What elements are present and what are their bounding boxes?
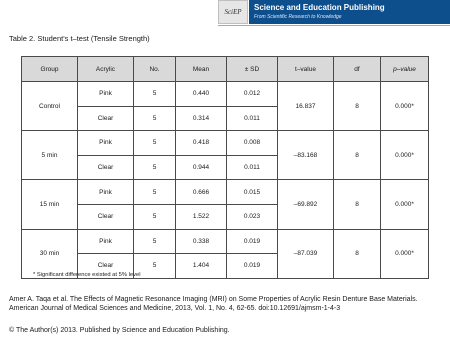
group-cell: 5 min xyxy=(22,131,78,180)
header-sd: ± SD xyxy=(227,57,278,82)
p-value-cell: 0.000* xyxy=(381,82,429,131)
publisher-tagline: From Scientific Research to Knowledge xyxy=(254,14,342,20)
header-t-value: t–value xyxy=(278,57,334,82)
no-cell: 5 xyxy=(134,82,176,107)
header-divider xyxy=(218,25,450,26)
group-cell: 30 min xyxy=(22,229,78,278)
table-header-row xyxy=(22,57,429,82)
sd-cell: 0.011 xyxy=(227,155,278,180)
mean-cell: 0.944 xyxy=(176,155,227,180)
publisher-header xyxy=(218,0,450,24)
df-cell: 8 xyxy=(334,229,381,278)
sd-cell: 0.015 xyxy=(227,180,278,205)
sd-cell: 0.023 xyxy=(227,204,278,229)
header-group: Group xyxy=(22,57,78,82)
sd-cell: 0.019 xyxy=(227,229,278,254)
no-cell: 5 xyxy=(134,155,176,180)
header-acrylic: Acrylic xyxy=(78,57,134,82)
df-cell: 8 xyxy=(334,180,381,229)
mean-cell: 0.338 xyxy=(176,229,227,254)
header-mean: Mean xyxy=(176,57,227,82)
acrylic-cell: Pink xyxy=(78,180,134,205)
no-cell: 5 xyxy=(134,106,176,131)
acrylic-cell: Pink xyxy=(78,131,134,156)
header-p-value: p–value xyxy=(381,57,429,82)
mean-cell: 0.666 xyxy=(176,180,227,205)
p-value-cell: 0.000* xyxy=(381,229,429,278)
p-value-cell: 0.000* xyxy=(381,180,429,229)
acrylic-cell: Clear xyxy=(78,155,134,180)
citation-text: Amer A. Taqa et al. The Effects of Magnetic Resonance Imaging (MRI) on Some Properties of Acrylic Resin Denture Base Materials. American Journal of Medical Sciences and Medicine, 2013, Vol. 1, No. 4, 62-65. doi:10.12691/ajmsm-1-4-3 xyxy=(9,296,418,312)
acrylic-cell: Clear xyxy=(78,204,134,229)
table-row xyxy=(22,229,429,254)
mean-cell: 0.440 xyxy=(176,82,227,107)
df-cell: 8 xyxy=(334,131,381,180)
no-cell: 5 xyxy=(134,254,176,279)
no-cell: 5 xyxy=(134,204,176,229)
copyright-text: © The Author(s) 2013. Published by Science and Education Publishing. xyxy=(9,327,230,334)
no-cell: 5 xyxy=(134,131,176,156)
sd-cell: 0.019 xyxy=(227,254,278,279)
t-value-cell: 16.837 xyxy=(278,82,334,131)
header-no: No. xyxy=(134,57,176,82)
no-cell: 5 xyxy=(134,229,176,254)
acrylic-cell: Pink xyxy=(78,229,134,254)
acrylic-cell: Clear xyxy=(78,254,134,279)
mean-cell: 1.404 xyxy=(176,254,227,279)
table-caption: Table 2. Student's t–test (Tensile Strength) xyxy=(9,34,150,43)
mean-cell: 0.418 xyxy=(176,131,227,156)
t-value-cell: –83.168 xyxy=(278,131,334,180)
publisher-logo: SciEP xyxy=(218,0,248,24)
publisher-banner xyxy=(249,0,450,24)
publisher-name: Science and Education Publishing xyxy=(254,3,385,12)
table-row xyxy=(22,82,429,107)
header-df: df xyxy=(334,57,381,82)
acrylic-cell: Pink xyxy=(78,82,134,107)
acrylic-cell: Clear xyxy=(78,106,134,131)
no-cell: 5 xyxy=(134,180,176,205)
t-value-cell: –87.039 xyxy=(278,229,334,278)
table-footnote: * Significant difference existed at 5% level xyxy=(33,272,141,278)
group-cell: Control xyxy=(22,82,78,131)
mean-cell: 1.522 xyxy=(176,204,227,229)
group-cell: 15 min xyxy=(22,180,78,229)
t-value-cell: –69.892 xyxy=(278,180,334,229)
mean-cell: 0.314 xyxy=(176,106,227,131)
table-row xyxy=(22,131,429,156)
table-row xyxy=(22,180,429,205)
sd-cell: 0.012 xyxy=(227,82,278,107)
results-table xyxy=(21,56,429,279)
sd-cell: 0.008 xyxy=(227,131,278,156)
sd-cell: 0.011 xyxy=(227,106,278,131)
df-cell: 8 xyxy=(334,82,381,131)
p-value-cell: 0.000* xyxy=(381,131,429,180)
